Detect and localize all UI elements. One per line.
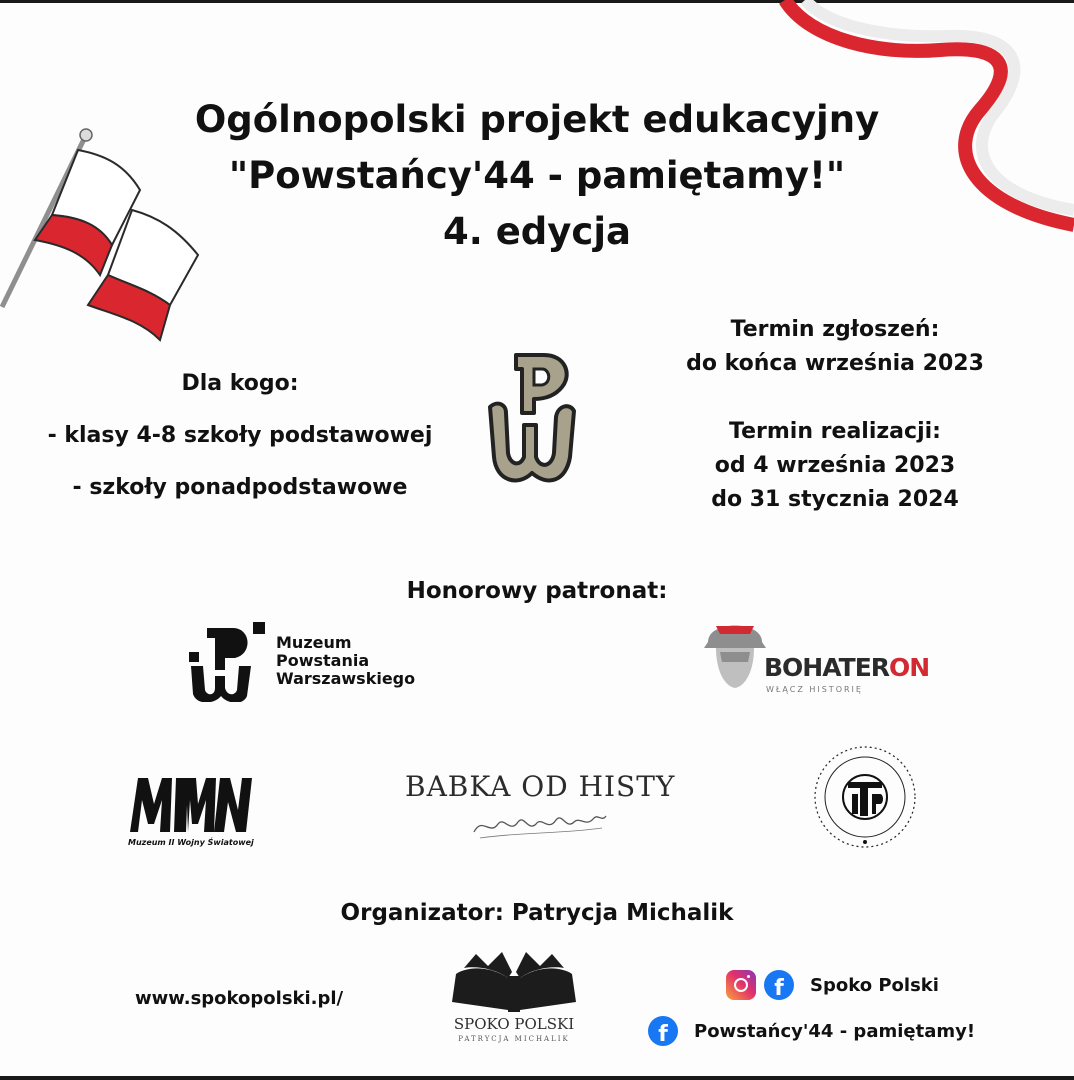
realization-label: Termin realizacji: (729, 419, 941, 444)
audience-item: - szkoły ponadpodstawowe (72, 475, 408, 500)
spoko-polski-book-icon (446, 950, 582, 1012)
title-line-3: 4. edycja (443, 210, 631, 253)
muzeum-line: Muzeum (276, 633, 352, 652)
muzeum-powstania-logo-icon (185, 620, 267, 702)
audience-heading: Dla kogo: (181, 371, 299, 396)
realization-from: od 4 września 2023 (714, 453, 956, 478)
facebook-icon[interactable]: f (764, 970, 794, 1000)
social-row-spoko[interactable] (726, 970, 939, 1000)
bohateron-main: BOHATER (764, 653, 890, 682)
social-label-project[interactable]: Powstańcy'44 - pamiętamy! (694, 1020, 976, 1042)
realization-to: do 31 stycznia 2024 (711, 487, 959, 512)
instagram-icon[interactable] (726, 970, 756, 1000)
m2w-logo-icon (126, 774, 254, 836)
social-row-project[interactable] (648, 1016, 975, 1046)
title-line-2: "Powstańcy'44 - pamiętamy!" (228, 154, 846, 197)
m2w-caption: Muzeum II Wojny Światowej (128, 838, 254, 847)
audience-block (20, 370, 460, 526)
website-link[interactable]: www.spokopolski.pl/ (135, 988, 344, 1009)
main-title (0, 92, 1074, 260)
babka-od-histy-wordmark: BABKA OD HISTY (405, 770, 676, 803)
audience-item: - klasy 4-8 szkoły podstawowej (47, 423, 433, 448)
bohateron-wordmark (764, 653, 929, 682)
spoko-polski-subtitle: PATRYCJA MICHALIK (458, 1035, 570, 1043)
registration-label: Termin zgłoszeń: (730, 317, 940, 342)
deadlines-block (670, 313, 1000, 517)
organizer-label: Organizator: Patrycja Michalik (340, 900, 734, 926)
spoko-polski-name: SPOKO POLSKI (453, 1015, 575, 1033)
title-line-1: Ogólnopolski projekt edukacyjny (194, 98, 880, 141)
social-label-spoko[interactable]: Spoko Polski (810, 974, 939, 996)
muzeum-line: Warszawskiego (276, 669, 416, 688)
bohateron-tagline: WŁĄCZ HISTORIĘ (766, 685, 863, 694)
bohateron-soldier-icon (700, 612, 770, 692)
registration-value: do końca września 2023 (686, 351, 984, 376)
bottom-border (0, 1076, 1074, 1080)
patronage-heading: Honorowy patronat: (406, 578, 668, 604)
muzeum-line: Powstania (276, 651, 370, 670)
facebook-icon[interactable]: f (648, 1016, 678, 1046)
kotwica-symbol-icon (478, 345, 588, 490)
bohateron-accent: ON (889, 653, 930, 682)
muzeum-powstania-name (276, 634, 415, 688)
tpw-seal-icon (810, 742, 920, 852)
babka-signature-icon (470, 806, 610, 842)
